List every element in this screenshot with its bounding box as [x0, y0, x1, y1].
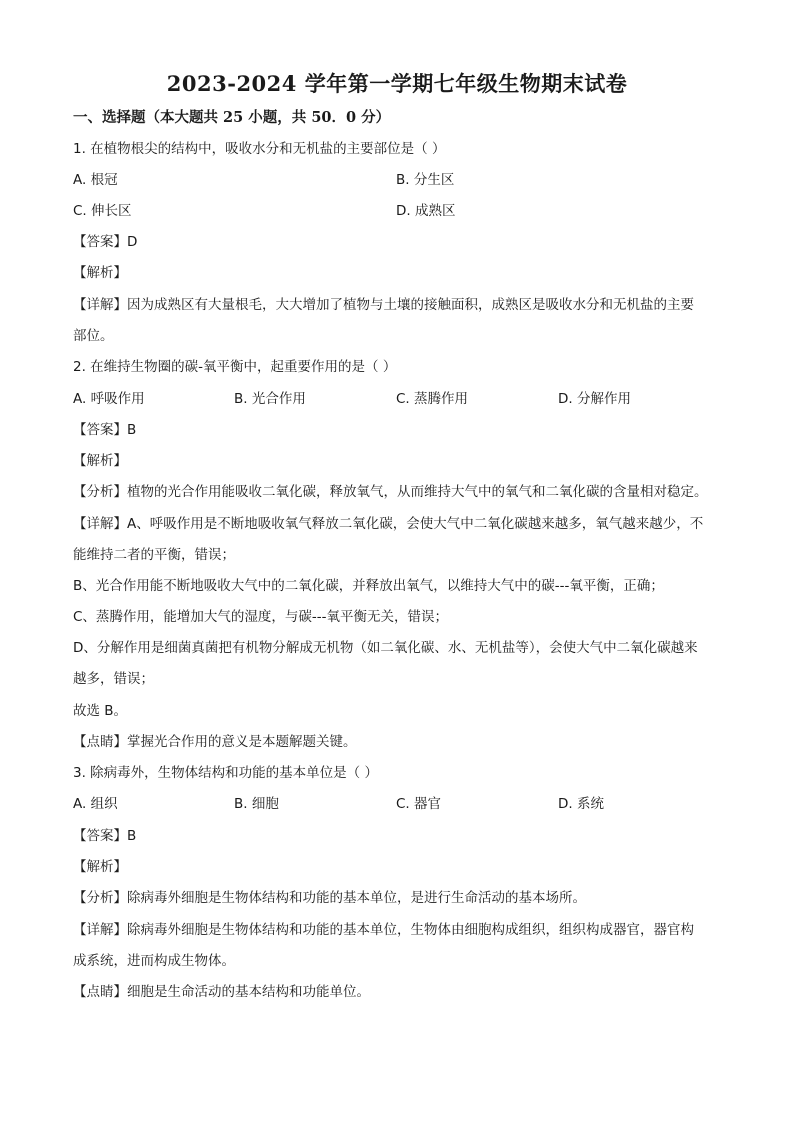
q2-detail-7: 故选 B。 [73, 703, 128, 719]
q2-analysis: 【分析】植物的光合作用能吸收二氧化碳，释放氧气，从而维持大气中的氧气和二氧化碳的含量相对稳定。 [73, 484, 708, 500]
q3-option-a: A. 组织 [73, 796, 118, 812]
q2-detail-4: C、蒸腾作用，能增加大气的湿度，与碳---氧平衡无关，错误； [73, 609, 449, 625]
q2-jiexi: 【解析】 [73, 453, 127, 469]
q2-option-d: D. 分解作用 [558, 391, 631, 407]
q2-option-c: C. 蒸腾作用 [396, 391, 469, 407]
q1-option-a: A. 根冠 [73, 172, 118, 188]
q2-answer: 【答案】B [73, 422, 137, 438]
q1-jiexi: 【解析】 [73, 265, 127, 281]
q3-answer: 【答案】B [73, 828, 137, 844]
q1-option-c: C. 伸长区 [73, 203, 132, 219]
q3-option-d: D. 系统 [558, 796, 604, 812]
q2-detail-3: B、光合作用能不断地吸收大气中的二氧化碳，并释放出氧气，以维持大气中的碳---氧平衡，正确； [73, 578, 664, 594]
q1-detail-1: 【详解】因为成熟区有大量根毛，大大增加了植物与土壤的接触面积，成熟区是吸收水分和无机盐的主要 [73, 297, 694, 313]
q2-detail-6: 越多，错误； [73, 671, 154, 687]
q3-analysis: 【分析】除病毒外细胞是生物体结构和功能的基本单位，是进行生命活动的基本场所。 [73, 890, 586, 906]
q2-option-a: A. 呼吸作用 [73, 391, 145, 407]
q3-option-c: C. 器官 [396, 796, 442, 812]
q2-stem: 2. 在维持生物圈的碳-氧平衡中，起重要作用的是（ ） [73, 359, 397, 375]
q1-option-b: B. 分生区 [396, 172, 455, 188]
q3-detail-1: 【详解】除病毒外细胞是生物体结构和功能的基本单位，生物体由细胞构成组织，组织构成器官，器官构 [73, 922, 694, 938]
q2-dianjing: 【点睛】掌握光合作用的意义是本题解题关键。 [73, 734, 357, 750]
section-heading: 一、选择题（本大题共 25 小题，共 50．0 分） [73, 109, 391, 126]
q2-detail-2: 能维持二者的平衡，错误； [73, 547, 235, 563]
q1-stem: 1. 在植物根尖的结构中，吸收水分和无机盐的主要部位是（ ） [73, 141, 446, 157]
q3-detail-2: 成系统，进而构成生物体。 [73, 953, 235, 969]
q3-stem: 3. 除病毒外，生物体结构和功能的基本单位是（ ） [73, 765, 378, 781]
q2-detail-5: D、分解作用是细菌真菌把有机物分解成无机物（如二氧化碳、水、无机盐等），会使大气中二氧化碳越来 [73, 640, 698, 656]
q3-jiexi: 【解析】 [73, 859, 127, 875]
q1-option-d: D. 成熟区 [396, 203, 456, 219]
q2-detail-1: 【详解】A、呼吸作用是不断地吸收氧气释放二氧化碳，会使大气中二氧化碳越来越多，氧气越来越少，不 [73, 516, 704, 532]
q2-option-b: B. 光合作用 [234, 391, 306, 407]
exam-title: 2023-2024 学年第一学期七年级生物期末试卷 [166, 71, 628, 96]
q1-answer: 【答案】D [73, 234, 138, 250]
q1-detail-2: 部位。 [73, 328, 114, 344]
q3-dianjing: 【点睛】细胞是生命活动的基本结构和功能单位。 [73, 984, 370, 1000]
q3-option-b: B. 细胞 [234, 796, 279, 812]
